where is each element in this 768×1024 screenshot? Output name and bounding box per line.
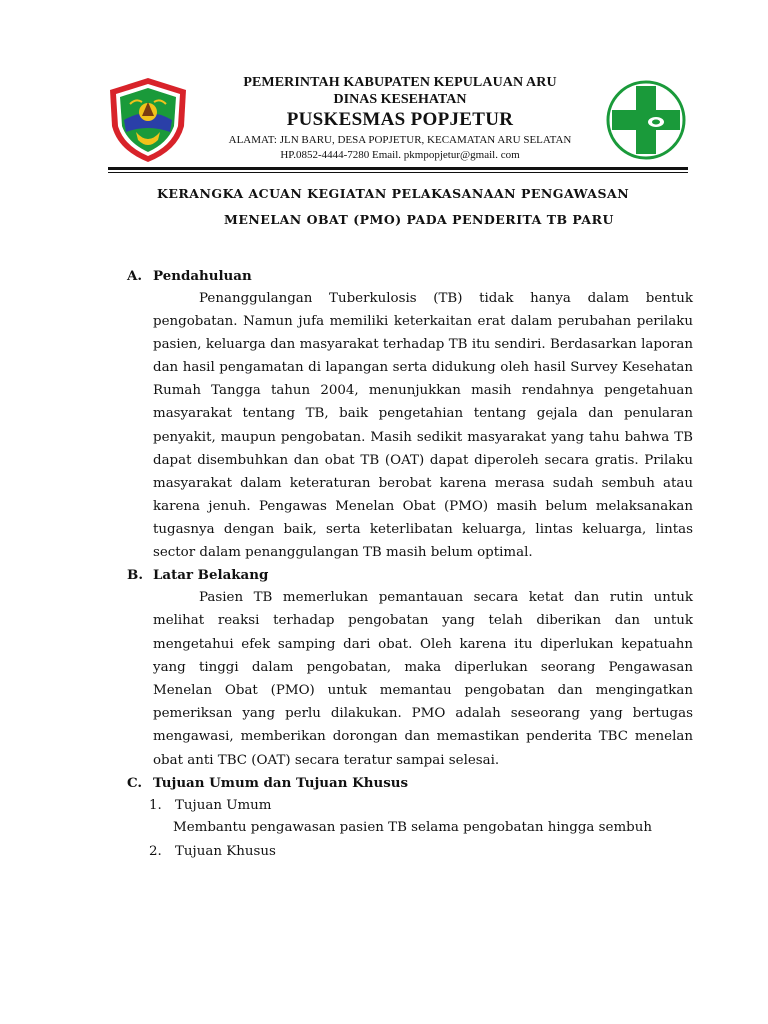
title-line-2: MENELAN OBAT (PMO) PADA PENDERITA TB PARU — [224, 212, 614, 227]
title-line-1: KERANGKA ACUAN KEGIATAN PELAKASANAAN PENGAWASAN — [157, 186, 630, 201]
section-title: Latar Belakang — [153, 567, 269, 584]
document-body — [127, 265, 693, 864]
section-title: Tujuan Umum dan Tujuan Khusus — [153, 774, 409, 791]
section-letter: A. — [127, 268, 143, 284]
list-number: 2. — [149, 843, 162, 859]
list-label: Tujuan Khusus — [175, 843, 276, 859]
government-name: PEMERINTAH KABUPATEN KEPULAUAN ARU — [243, 75, 557, 90]
list-number: 1. — [149, 797, 162, 813]
list-label: Tujuan Umum — [175, 797, 272, 813]
paragraph-latar-belakang: Pasien TB memerlukan pemantauan secara ketat dan rutin untuk melihat reaksi terhadap pengobatan yang telah diberikan dan untuk mengetahui efek samping dari obat. Oleh karena itu diperlukan kepatuahn yang tinggi dalam pengobatan, maka diperlukan seorang Pengawasan Menelan Obat (PMO) untuk memantau pengobatan dan mengingatkan pemeriksan yang perlu dilakukan. PMO adalah seseorang yang bertugas mengawasi, memberikan dorongan dan memastikan penderita TBC menelan obat anti TBC (OAT) secara teratur sampai selesai. — [153, 590, 693, 768]
letterhead-rule-thin — [108, 172, 688, 173]
list-item-tujuan-khusus — [149, 840, 693, 864]
section-letter: B. — [127, 567, 143, 584]
letterhead-text — [210, 74, 590, 162]
institution-name: PUSKESMAS POPJETUR — [286, 109, 514, 130]
section-heading-pendahuluan — [127, 265, 693, 287]
section-heading-tujuan — [127, 772, 693, 794]
letterhead — [0, 0, 768, 180]
contact-info: HP.0852-4444-7280 Email. pkmpopjetur@gmail. com — [280, 149, 520, 161]
tujuan-umum-text: Membantu pengawasan pasien TB selama pengobatan hingga sembuh — [173, 819, 652, 835]
section-letter: C. — [127, 774, 143, 791]
puskesmas-cross-logo-icon — [604, 78, 688, 162]
agency-name: DINAS KESEHATAN — [333, 92, 467, 107]
kabupaten-aru-emblem-icon — [106, 76, 190, 164]
letterhead-rule-thick — [108, 167, 688, 170]
address: ALAMAT: JLN BARU, DESA POPJETUR, KECAMATAN ARU SELATAN — [228, 134, 572, 146]
list-item-tujuan-umum — [149, 794, 693, 818]
section-title: Pendahuluan — [153, 268, 252, 284]
section-heading-latar-belakang — [127, 564, 693, 586]
paragraph-pendahuluan: Penanggulangan Tuberkulosis (TB) tidak hanya dalam bentuk pengobatan. Namun jufa memiliki keterkaitan erat dalam perubahan perilaku pasien, keluarga dan masyarakat terhadap TB itu sendiri. Berdasarkan laporan dan hasil pengamatan di lapangan serta didukung oleh hasil Survey Kesehatan Rumah Tangga tahun 2004, menunjukkan masih rendahnya pengetahuan masyarakat tentang TB, baik pengetahian tentang gejala dan penularan penyakit, maupun pengobatan. Masih sedikit masyarakat yang tahu bahwa TB dapat disembuhkan dan obat TB (OAT) dapat diperoleh secara gratis. Prilaku masyarakat dalam keteraturan berobat karena merasa sudah sembuh atau karena jenuh. Pengawas Menelan Obat (PMO) masih belum melaksanakan tugasnya dengan baik, serta keterlibatan keluarga, lintas keluarga, lintas sector dalam penanggulangan TB masih belum optimal. — [153, 291, 693, 561]
